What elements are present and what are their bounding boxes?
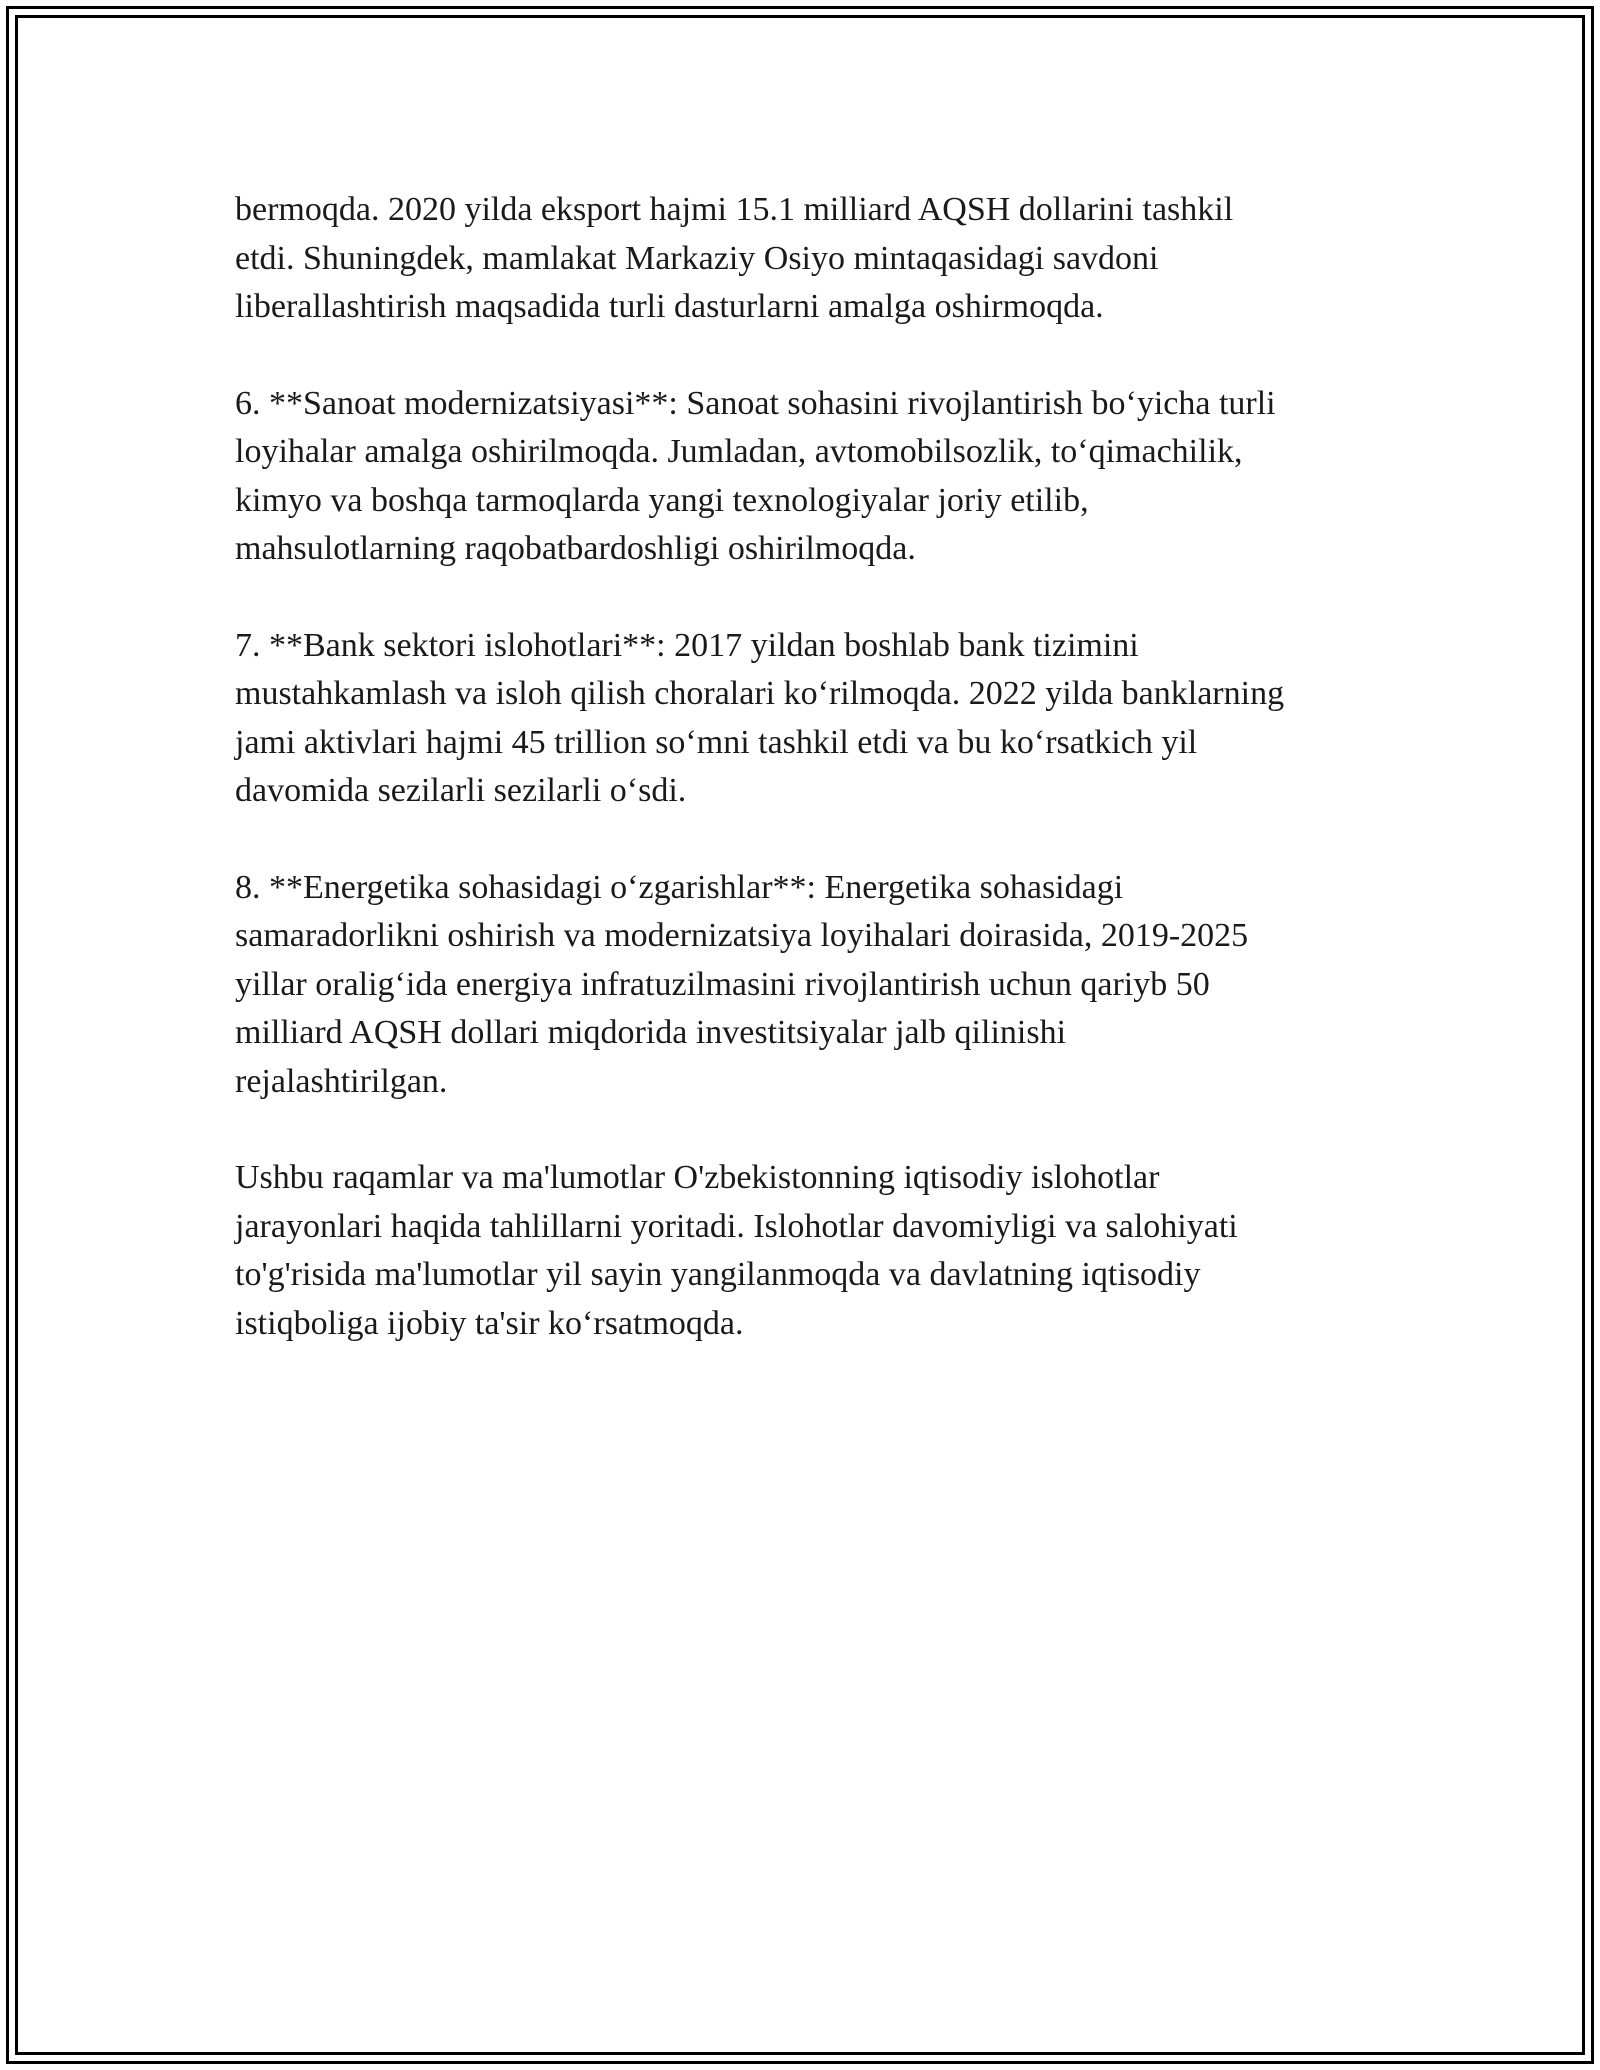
text-line: 6. **Sanoat modernizatsiyasi**: Sanoat sohasini rivojlantirish bo‘yicha turli: [235, 384, 1276, 422]
document-body: [235, 186, 1405, 1396]
text-line: rejalashtirilgan.: [235, 1062, 448, 1100]
text-line: mahsulotlarning raqobatbardoshligi oshirilmoqda.: [235, 530, 916, 567]
text-line: samaradorlikni oshirish va modernizatsiya loyihalari doirasida, 2019-2025: [235, 917, 1249, 954]
text-line: 8. **Energetika sohasidagi o‘zgarishlar**: Energetika sohasidagi: [235, 868, 1124, 906]
text-line: davomida sezilarli sezilarli o‘sdi.: [235, 772, 687, 809]
paragraph-bank-reforms: [235, 622, 1405, 816]
text-line: yillar oralig‘ida energiya infratuzilmasini rivojlantirish uchun qariyb 50: [235, 965, 1210, 1003]
text-line: to'g'risida ma'lumotlar yil sayin yangilanmoqda va davlatning iqtisodiy: [235, 1256, 1201, 1293]
paragraph-energy-changes: [235, 864, 1405, 1107]
text-line: kimyo va boshqa tarmoqlarda yangi texnologiyalar joriy etilib,: [235, 481, 1089, 519]
text-line: bermoqda. 2020 yilda eksport hajmi 15.1 milliard AQSH dollarini tashkil: [235, 191, 1234, 228]
text-line: 7. **Bank sektori islohotlari**: 2017 yildan boshlab bank tizimini: [235, 626, 1139, 664]
text-line: mustahkamlash va isloh qilish choralari ko‘rilmoqda. 2022 yilda banklarning: [235, 675, 1285, 712]
text-line: jami aktivlari hajmi 45 trillion so‘mni tashkil etdi va bu ko‘rsatkich yil: [235, 723, 1198, 761]
text-line: loyihalar amalga oshirilmoqda. Jumladan, avtomobilsozlik, to‘qimachilik,: [235, 433, 1243, 470]
text-line: milliard AQSH dollari miqdorida investitsiyalar jalb qilinishi: [235, 1014, 1067, 1051]
text-line: jarayonlari haqida tahlillarni yoritadi. Islohotlar davomiyligi va salohiyati: [235, 1207, 1238, 1245]
text-line: istiqboliga ijobiy ta'sir ko‘rsatmoqda.: [235, 1304, 744, 1342]
paragraph-export: [235, 186, 1405, 332]
text-line: liberallashtirish maqsadida turli dasturlarni amalga oshirmoqda.: [235, 288, 1104, 325]
paragraph-conclusion: [235, 1154, 1405, 1348]
text-line: etdi. Shuningdek, mamlakat Markaziy Osiyo mintaqasidagi savdoni: [235, 239, 1159, 277]
paragraph-industry-modernization: [235, 380, 1405, 574]
text-line: Ushbu raqamlar va ma'lumotlar O'zbekistonning iqtisodiy islohotlar: [235, 1159, 1160, 1196]
